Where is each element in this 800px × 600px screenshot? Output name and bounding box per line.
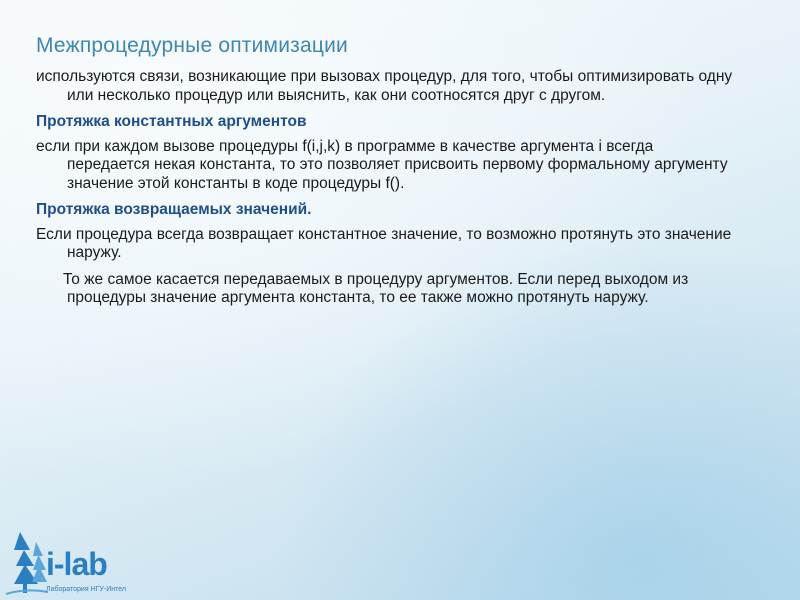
slide-content — [36, 68, 736, 316]
constant-args-paragraph: если при каждом вызове процедуры f(i,j,k) в программе в качестве аргумента i всегда передается некая константа, то это позволяет присвоить первому формальному аргументу значение этой константы в коде процедуры f(). — [36, 137, 728, 192]
arguments-paragraph: То же самое касается передаваемых в процедуру аргументов. Если перед выходом из процедуры значение аргумента константа, то ее также можно протянуть наружу. — [63, 270, 689, 306]
ilab-logo — [6, 528, 136, 596]
return-values-paragraph: Если процедура всегда возвращает константное значение, то возможно протянуть это значение наружу. — [36, 225, 732, 261]
section-heading-constant-args: Протяжка константных аргументов — [36, 113, 307, 130]
logo-wordmark: i-lab — [46, 546, 107, 582]
slide-title: Межпроцедурные оптимизации — [36, 34, 348, 57]
intro-paragraph: используются связи, возникающие при вызовах процедур, для того, чтобы оптимизировать одну или несколько процедур или выяснить, как они соотносятся друг с другом. — [36, 68, 733, 104]
logo-subtitle: Лаборатория НГУ-Интел — [46, 586, 126, 593]
section-heading-return-values: Протяжка возвращаемых значений. — [36, 201, 312, 218]
tree-icon — [6, 528, 48, 596]
